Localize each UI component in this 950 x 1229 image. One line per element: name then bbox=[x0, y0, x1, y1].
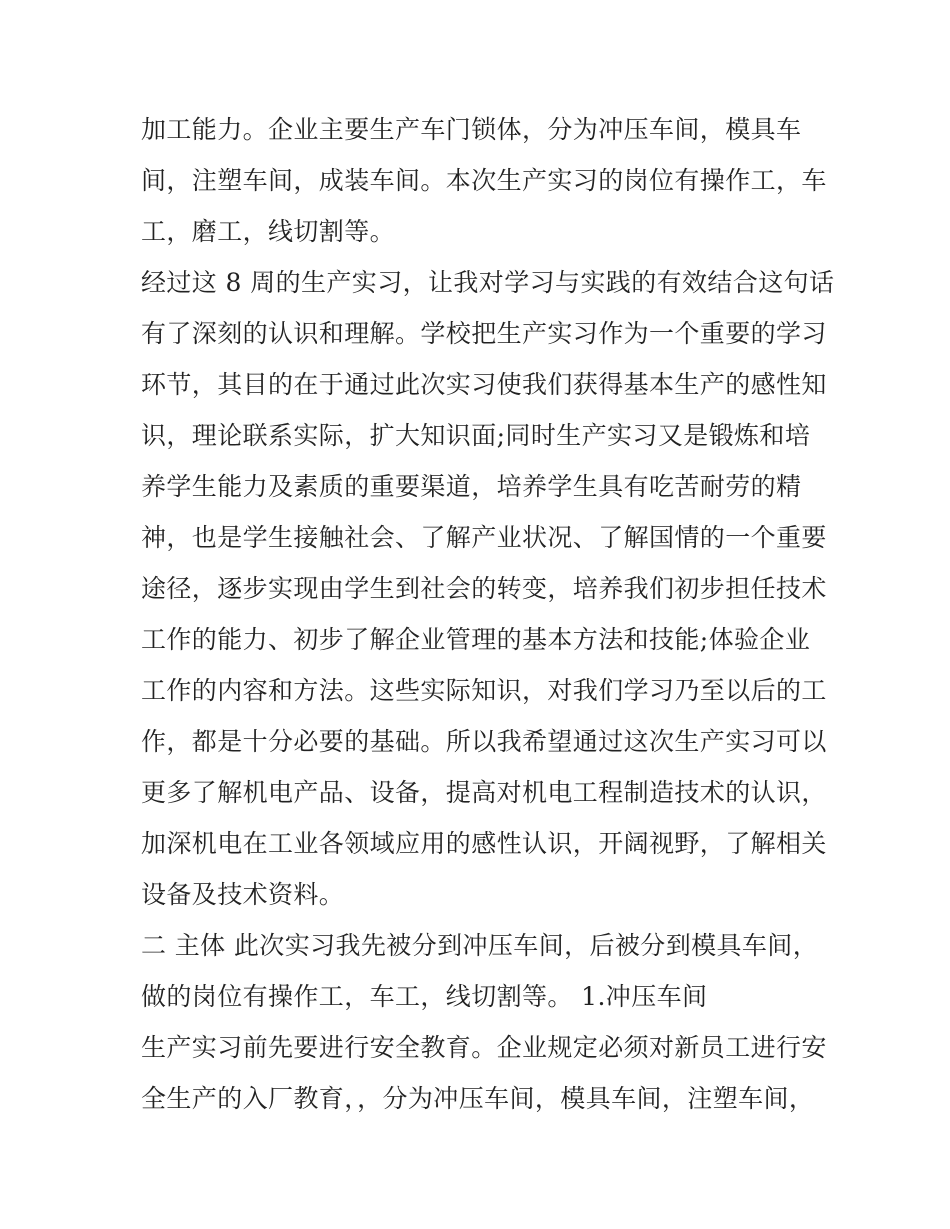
text-line: 二 主体 此次实习我先被分到冲压车间，后被分到模具车间， bbox=[141, 931, 819, 960]
text-line: 神，也是学生接触社会、了解产业状况、了解国情的一个重要 bbox=[141, 523, 827, 552]
text-line: 生产实习前先要进行安全教育。企业规定必须对新员工进行安 bbox=[141, 1033, 827, 1062]
text-line: 更多了解机电产品、设备，提高对机电工程制造技术的认识， bbox=[141, 778, 827, 807]
text-line: 工作的能力、初步了解企业管理的基本方法和技能;体验企业 bbox=[141, 625, 811, 654]
text-line: 识，理论联系实际，扩大知识面;同时生产实习又是锻炼和培 bbox=[141, 421, 811, 450]
text-line: 加深机电在工业各领域应用的感性认识，开阔视野，了解相关 bbox=[141, 829, 827, 858]
text-line: 间，注塑车间，成装车间。本次生产实习的岗位有操作工，车 bbox=[141, 166, 827, 195]
text-line: 有了深刻的认识和理解。学校把生产实习作为一个重要的学习 bbox=[141, 319, 827, 348]
text-line: 全生产的入厂教育，，分为冲压车间，模具车间，注塑车间， bbox=[141, 1084, 815, 1113]
text-line: 作，都是十分必要的基础。所以我希望通过这次生产实习可以 bbox=[141, 727, 827, 756]
text-line: 工，磨工，线切割等。 bbox=[141, 217, 396, 246]
text-line: 工作的内容和方法。这些实际知识，对我们学习乃至以后的工 bbox=[141, 676, 827, 705]
text-line: 经过这 8 周的生产实习，让我对学习与实践的有效结合这句话 bbox=[141, 268, 835, 297]
text-line: 设备及技术资料。 bbox=[141, 880, 345, 909]
text-line: 做的岗位有操作工，车工，线切割等。 1.冲压车间 bbox=[141, 982, 708, 1011]
text-line: 养学生能力及素质的重要渠道，培养学生具有吃苦耐劳的精 bbox=[141, 472, 802, 501]
text-line: 加工能力。企业主要生产车门锁体，分为冲压车间，模具车 bbox=[141, 115, 802, 144]
text-line: 途径，逐步实现由学生到社会的转变，培养我们初步担任技术 bbox=[141, 574, 827, 603]
text-line: 环节，其目的在于通过此次实习使我们获得基本生产的感性知 bbox=[141, 370, 827, 399]
